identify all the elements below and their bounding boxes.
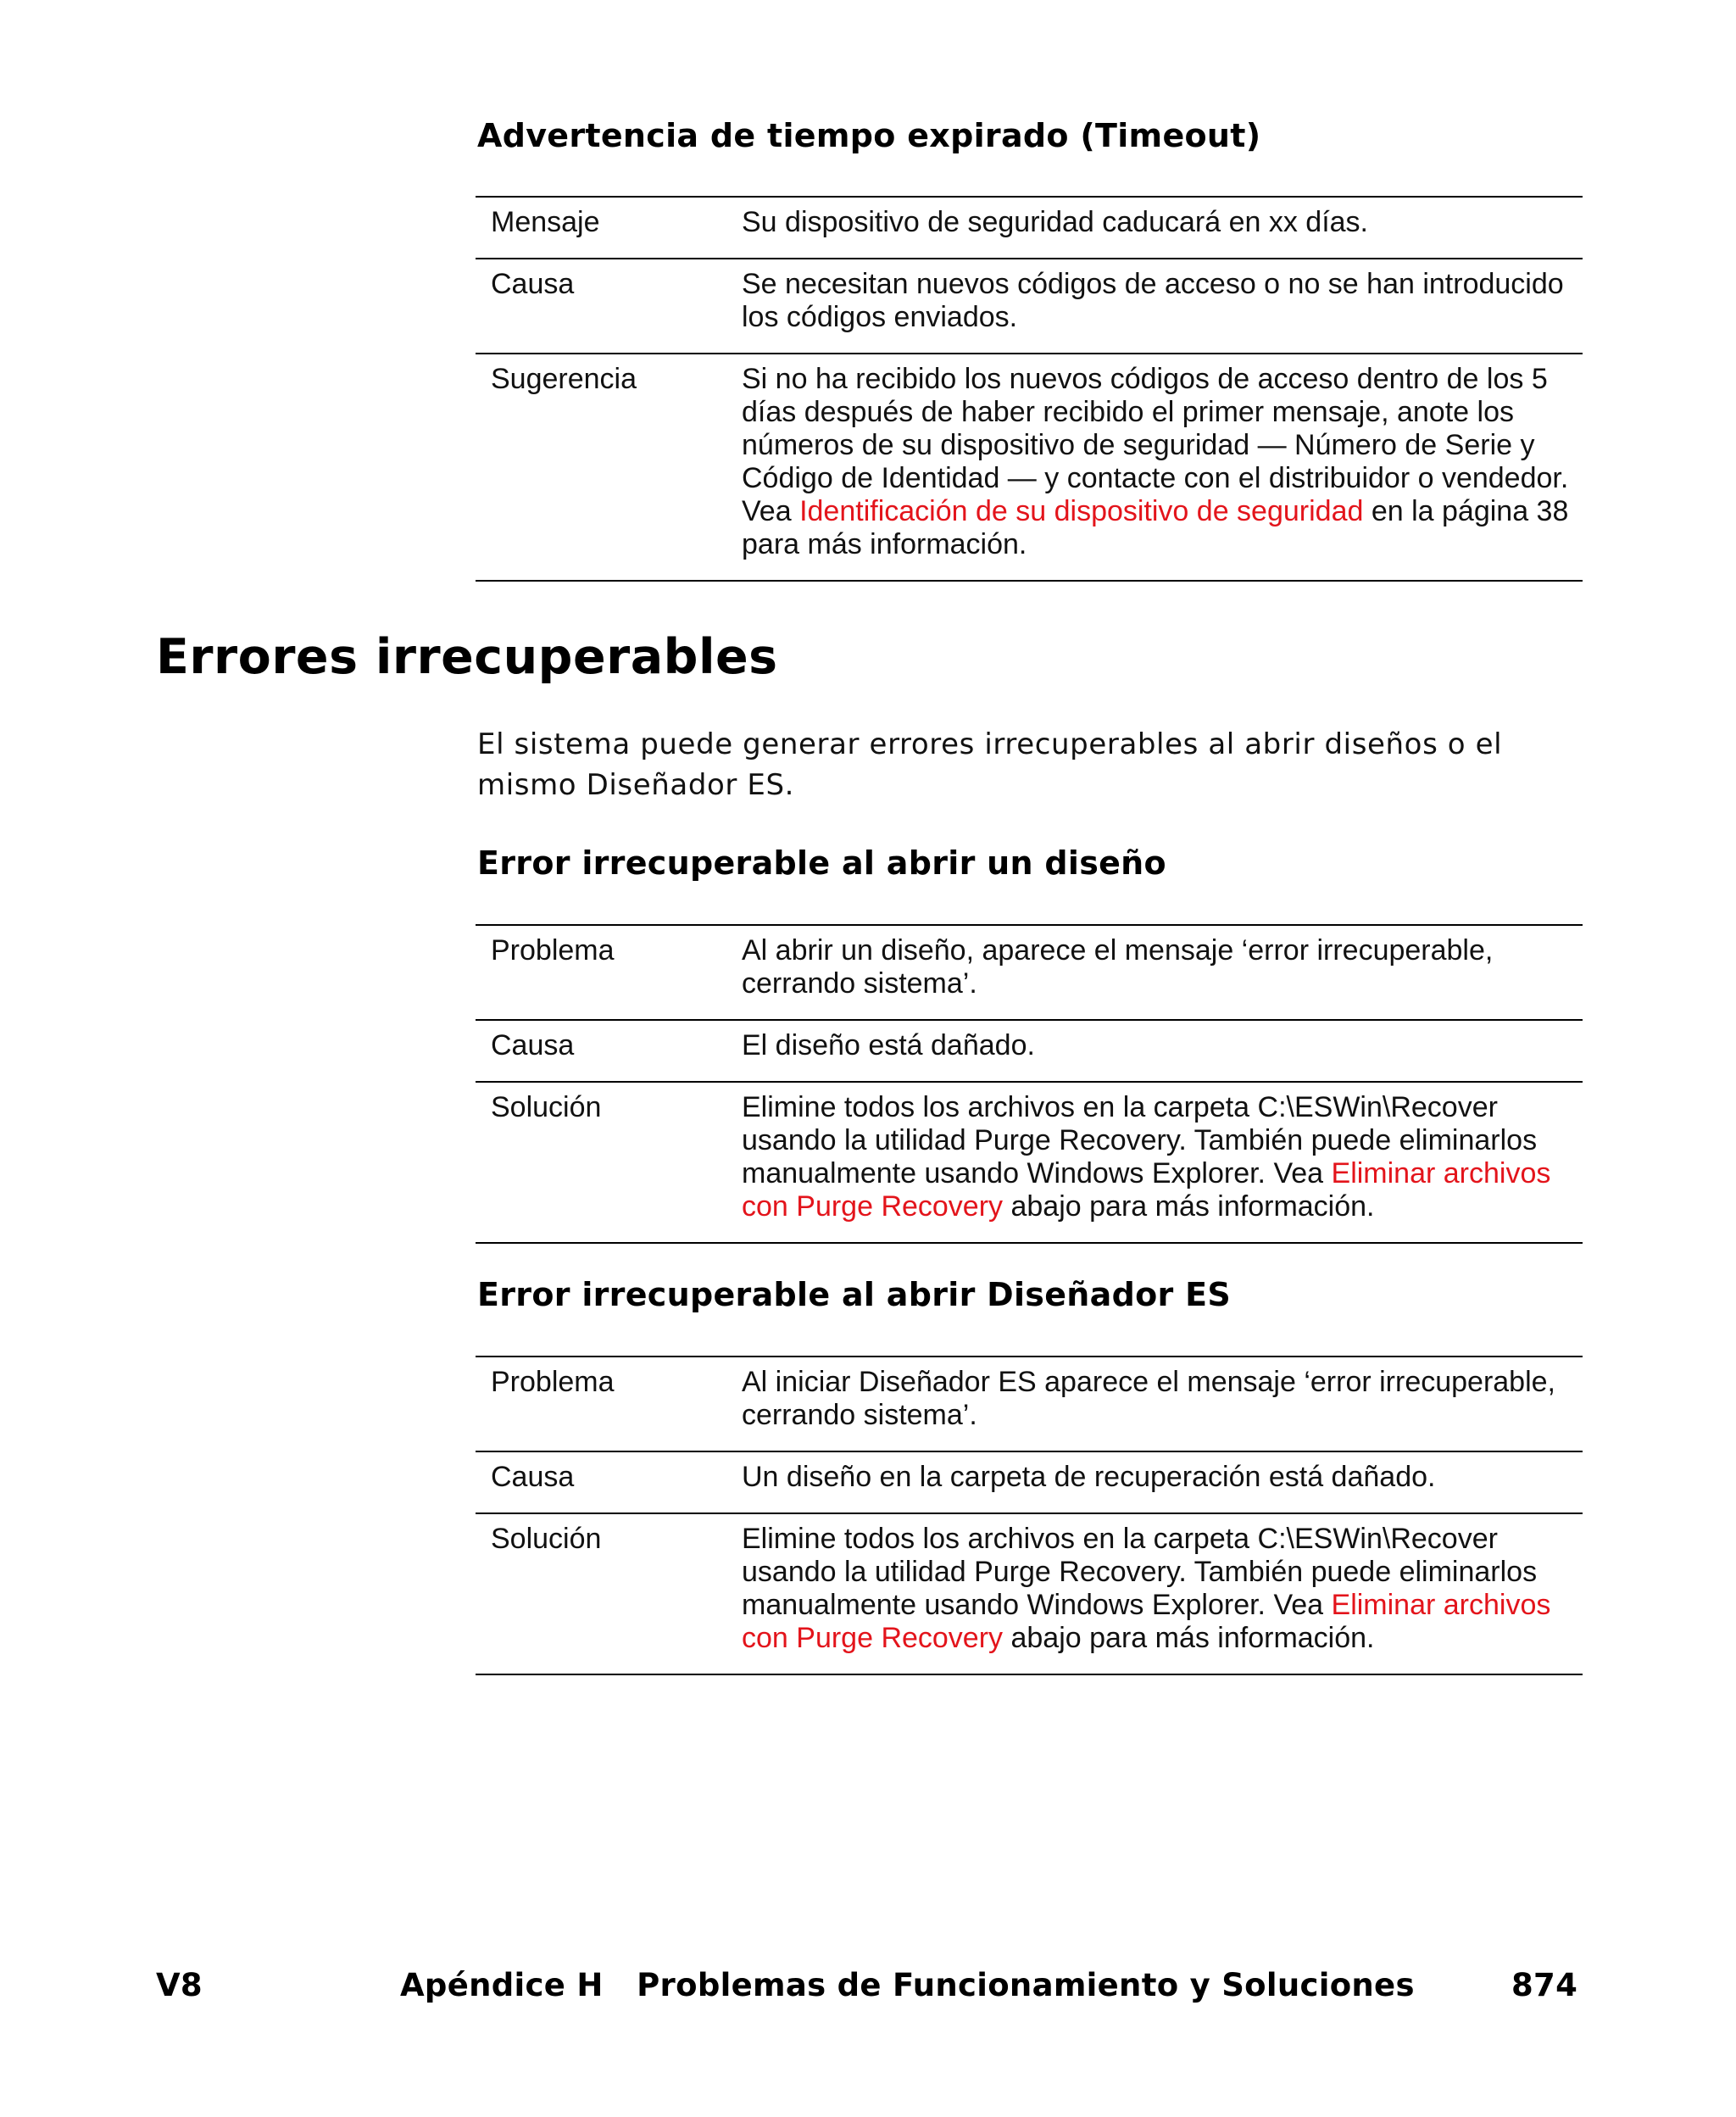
row-text: Se necesitan nuevos códigos de acceso o no se han introducido los códigos enviados. xyxy=(742,259,1583,354)
footer-chapter: Apéndice H Problemas de Funcionamiento y Soluciones xyxy=(400,1967,1415,2003)
text-after-link: abajo para más información. xyxy=(1003,1190,1375,1223)
table-row xyxy=(476,354,1583,581)
row-label: Solución xyxy=(476,1082,742,1243)
row-text: Al iniciar Diseñador ES aparece el mensaje ‘error irrecuperable, cerrando sistema’. xyxy=(742,1357,1583,1451)
text-after-link: en la página 38 para más información. xyxy=(742,495,1569,560)
table-row xyxy=(476,1357,1583,1451)
row-text: Su dispositivo de seguridad caducará en xx días. xyxy=(742,197,1583,259)
row-text: Al abrir un diseño, aparece el mensaje ‘error irrecuperable, cerrando sistema’. xyxy=(742,925,1583,1020)
row-text xyxy=(742,354,1583,581)
table-row xyxy=(476,925,1583,1020)
device-identification-link[interactable]: Identificación de su dispositivo de seguridad xyxy=(799,495,1364,527)
footer-version: V8 xyxy=(156,1967,203,2003)
row-label: Sugerencia xyxy=(476,354,742,581)
page-number: 874 xyxy=(1511,1967,1578,2003)
row-label: Causa xyxy=(476,259,742,354)
purge-recovery-link[interactable]: Eliminar archivos con Purge Recovery xyxy=(742,1589,1551,1654)
row-label: Problema xyxy=(476,1357,742,1451)
error-opening-design-heading: Error irrecuperable al abrir un diseño xyxy=(477,844,1166,882)
error-opening-designer-heading: Error irrecuperable al abrir Diseñador ES xyxy=(477,1276,1231,1313)
unrecoverable-errors-title: Errores irrecuperables xyxy=(156,629,778,685)
row-label: Causa xyxy=(476,1451,742,1513)
unrecoverable-errors-intro: El sistema puede generar errores irrecuperables al abrir diseños o el mismo Diseñador ES. xyxy=(477,727,1503,802)
table-row xyxy=(476,259,1583,354)
timeout-warning-table xyxy=(476,196,1583,582)
table-row xyxy=(476,1451,1583,1513)
row-label: Mensaje xyxy=(476,197,742,259)
text-before-link: Si no ha recibido los nuevos códigos de acceso dentro de los 5 días después de haber recibido el primer mensaje, anote los números de su dispositivo de seguridad — Número de Serie y Código de Identidad — y contacte con el distribuidor o vendedor. Vea xyxy=(742,363,1569,527)
text-after-link: abajo para más información. xyxy=(1003,1622,1375,1654)
text-before-link: Elimine todos los archivos en la carpeta C:\ESWin\Recover usando la utilidad Purge Recovery. También puede eliminarlos manualmente usando Windows Explorer. Vea xyxy=(742,1523,1538,1621)
row-text: El diseño está dañado. xyxy=(742,1020,1583,1082)
row-text: Un diseño en la carpeta de recuperación está dañado. xyxy=(742,1451,1583,1513)
row-label: Problema xyxy=(476,925,742,1020)
table-row xyxy=(476,1513,1583,1674)
row-label: Causa xyxy=(476,1020,742,1082)
error-opening-designer-table xyxy=(476,1356,1583,1675)
purge-recovery-link[interactable]: Eliminar archivos con Purge Recovery xyxy=(742,1157,1551,1223)
table-row xyxy=(476,1020,1583,1082)
table-row xyxy=(476,1082,1583,1243)
text-before-link: Elimine todos los archivos en la carpeta C:\ESWin\Recover usando la utilidad Purge Recovery. También puede eliminarlos manualmente usando Windows Explorer. Vea xyxy=(742,1091,1538,1189)
table-row xyxy=(476,197,1583,259)
row-text xyxy=(742,1513,1583,1674)
error-opening-design-table xyxy=(476,924,1583,1244)
timeout-warning-heading: Advertencia de tiempo expirado (Timeout) xyxy=(477,117,1261,154)
row-label: Solución xyxy=(476,1513,742,1674)
row-text xyxy=(742,1082,1583,1243)
